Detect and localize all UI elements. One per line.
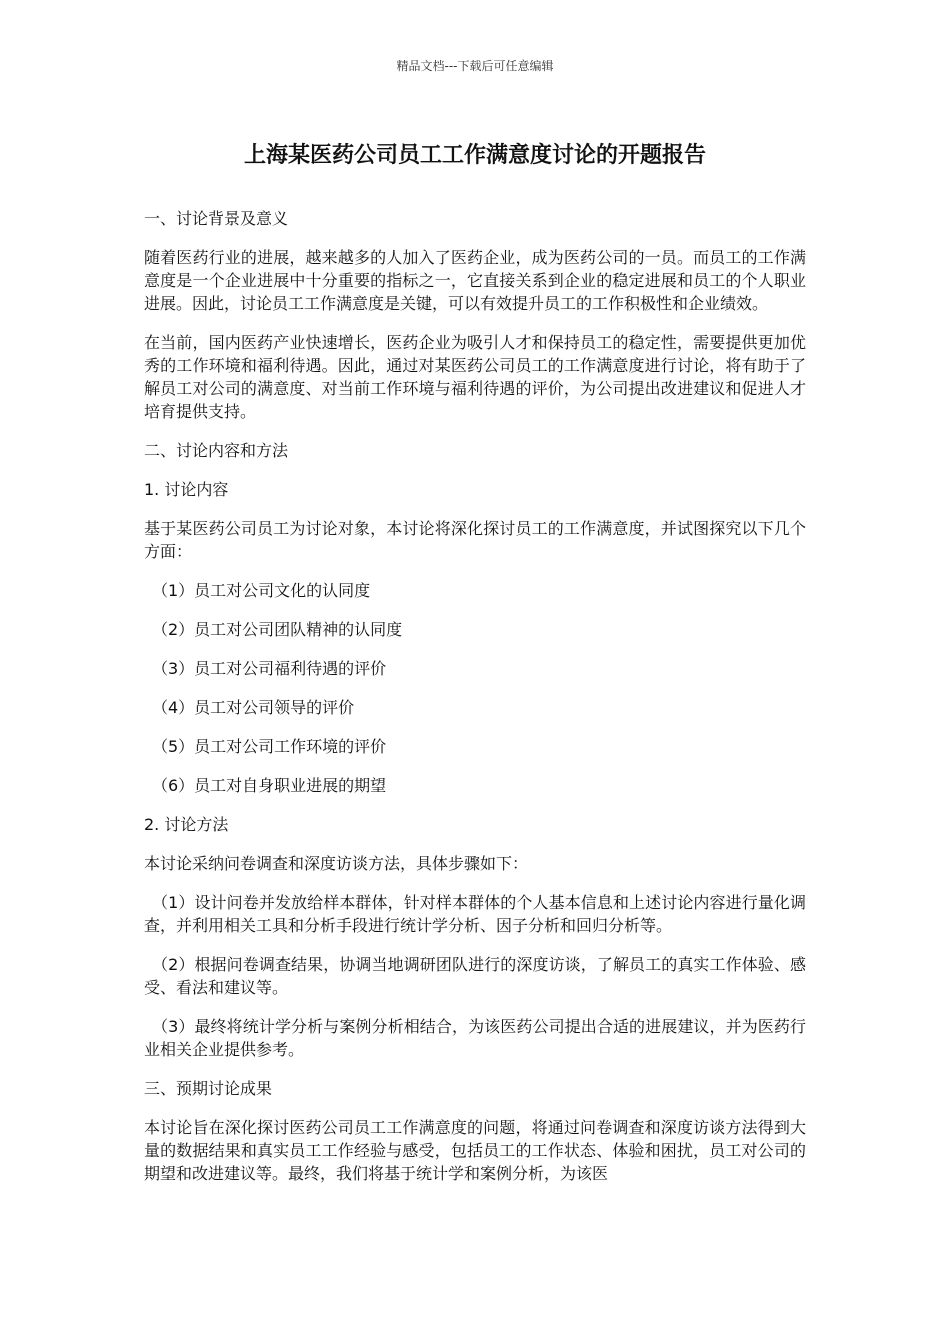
method-step: （3）最终将统计学分析与案例分析相结合，为该医药公司提出合适的进展建议，并为医药行业相关企业提供参考。 — [144, 1017, 806, 1059]
section-heading-expected-results: 三、预期讨论成果 — [144, 1079, 273, 1098]
subheading-content: 1. 讨论内容 — [144, 480, 229, 499]
list-item-content: （2）员工对公司团队精神的认同度 — [152, 620, 403, 639]
paragraph-method-intro: 本讨论采纳问卷调查和深度访谈方法，具体步骤如下： — [144, 854, 529, 873]
paragraph-background-2: 在当前，国内医药产业快速增长，医药企业为吸引人才和保持员工的稳定性，需要提供更加优秀的工作环境和福利待遇。因此，通过对某医药公司员工的工作满意度进行讨论，将有助于了解员工对公司的满意度、对当前工作环境与福利待遇的评价，为公司提出改进建议和促进人才培育提供支持。 — [144, 333, 806, 421]
section-heading-background: 一、讨论背景及意义 — [144, 209, 289, 228]
document-body — [144, 207, 806, 1201]
method-step: （2）根据问卷调查结果，协调当地调研团队进行的深度访谈，了解员工的真实工作体验、感受、看法和建议等。 — [144, 955, 806, 997]
paragraph-background-1: 随着医药行业的进展，越来越多的人加入了医药企业，成为医药公司的一员。而员工的工作满意度是一个企业进展中十分重要的指标之一，它直接关系到企业的稳定进展和员工的个人职业进展。因此，讨论员工工作满意度是关键，可以有效提升员工的工作积极性和企业绩效。 — [144, 248, 806, 313]
paragraph-content-intro: 基于某医药公司员工为讨论对象，本讨论将深化探讨员工的工作满意度，并试图探究以下几个方面： — [144, 519, 806, 561]
list-item-content: （5）员工对公司工作环境的评价 — [152, 737, 387, 756]
document-title: 上海某医药公司员工工作满意度讨论的开题报告 — [243, 143, 706, 168]
list-item-content: （4）员工对公司领导的评价 — [152, 698, 355, 717]
header-note: 精品文档---下载后可任意编辑 — [396, 59, 554, 73]
list-item-content: （1）员工对公司文化的认同度 — [152, 581, 371, 600]
list-item-content: （6）员工对自身职业进展的期望 — [152, 776, 387, 795]
subheading-method: 2. 讨论方法 — [144, 815, 229, 834]
method-step: （1）设计问卷并发放给样本群体，针对样本群体的个人基本信息和上述讨论内容进行量化调查，并利用相关工具和分析手段进行统计学分析、因子分析和回归分析等。 — [144, 893, 806, 935]
paragraph-expected-results: 本讨论旨在深化探讨医药公司员工工作满意度的问题，将通过问卷调查和深度访谈方法得到大量的数据结果和真实员工工作经验与感受，包括员工的工作状态、体验和困扰，员工对公司的期望和改进建议等。最终，我们将基于统计学和案例分析，为该医 — [144, 1118, 806, 1183]
section-heading-content-method: 二、讨论内容和方法 — [144, 441, 289, 460]
list-item-content: （3）员工对公司福利待遇的评价 — [152, 659, 387, 678]
